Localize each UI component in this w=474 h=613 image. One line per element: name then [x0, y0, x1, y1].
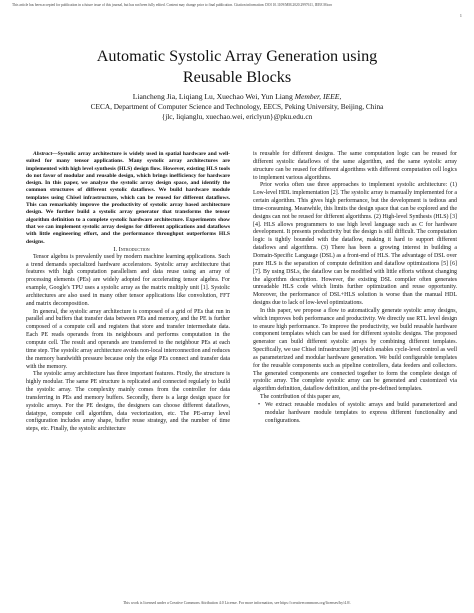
right-paragraph-2: Prior works often use three approaches to implement systolic architecture: (1) Low-level HDL implementation [2]. The systolic array is manually implemented for a certain algorithm. This gives high performance, but the development is tedious and time-consuming. Meanwhile, this limits the design space that can be explored and the designs can not be reused for different algorithms. (2) High-level Synthesis (HLS) [3] [4]. HLS allows programmers to use high level language such as C for hardware development. It presents productivity but the design is still difficult. The computation logic is tightly bounded with the dataflow, making it hard to support different dataflows and algorithms. (3) There has been a growing interest in building a Domain-Specific Language (DSL) as a front-end of HLS. The advantage of DSL over pure HLS is the separation of compute definition and dataflow optimizations [5] [6] [7]. By using DSLs, the dataflow can be modified with little efforts without changing the algorithm description. However, the existing DSL compiler often generates unreadable HLS code which limits further optimization and reuse opportunity. Moreover, the performance of DSL+HLS solution is worse than the manual HDL designs due to lack of low-level optimizations. — [253, 182, 457, 307]
author-names: Liancheng Jia, Liqiang Lu, Xuechao Wei, Yun Liang — [132, 92, 293, 101]
right-paragraph-1: is reusable for different designs. The same computation logic can be reused for different systolic dataflows of the same algorithm, and the same systolic array structure can be reused for different algorithms with different computation cell logics to implement various algorithms. — [253, 151, 457, 181]
title-line-2: Reusable Blocks — [182, 68, 292, 86]
intro-paragraph-2: In general, the systolic array architecture is composed of a grid of PEs that run in parallel and buffers that transfer data between PEs and memory, and the PE is further composed of a compute cell and registers that store and transfer intermediate data. Each PE reads operands from its neighbours and performs computation in the compute cell. The result and operands are transferred to the neighbour PEs at each time step. The systolic array architecture avoids non-local interconnection and reduces the memory bandwidth pressure because only the edge PEs connect and transfer data with the memory. — [26, 308, 230, 370]
contribution-item: • We extract reusable modules of systolic arrays and build parameterized and modular hardware module templates to express different functionality and configurations. — [265, 402, 457, 426]
affiliation: CECA, Department of Computer Science and Technology, EECS, Peking University, Beijing, China — [90, 101, 384, 111]
author-list — [20, 92, 454, 102]
left-column — [26, 151, 230, 434]
contribution-list — [253, 402, 457, 426]
abstract-label: Abstract — [33, 151, 53, 157]
intro-paragraph-3: The systolic array architecture has three important features. Firstly, the structure is highly modular. The same PE structure is replicated and connected regularly to build the systolic array. The complexity mainly comes from the controller for data transferring in PEs and memory buffers. Secondly, there is a large design space for systolic arrays. For the PE designs, the designers can choose different dataflows, datatype, compute cell algorithm, data vectorization, etc. The PE-array level configuration includes array shape, buffer reuse strategy, and the number of time steps, etc. Finally, the systolic architecture — [26, 371, 230, 433]
member-note: Member, IEEE, — [294, 92, 342, 101]
abstract — [26, 151, 230, 246]
page-number: 1 — [459, 13, 462, 18]
publication-banner: This article has been accepted for publication in a future issue of this journal, but has not been fully edited. Content may change prior to final publication. Citation information: DOI 10.1109/MM.2020.2997611, IEEE Micro — [12, 3, 333, 7]
author-emails: {jlc, liqianglu, xuechao.wei, ericlyun}@pku.edu.cn — [161, 111, 313, 121]
right-paragraph-4: The contribution of this paper are, — [260, 394, 341, 401]
right-column — [253, 151, 457, 426]
intro-paragraph-1: Tensor algebra is prevalently used by modern machine learning applications. Such a trend demands specialized hardware accelerators. Systolic array architecture that features with high computation parallelism and data reuse using an array of processing elements (PEs) are widely adopted for accelerating tensor algebra. For example, Google's TPU uses a systolic array as the matrix multiply unit [1]. Systolic architectures are also used in many other tensor applications like convolution, FFT and matrix decomposition. — [26, 253, 230, 307]
paper-title — [20, 46, 454, 88]
title-line-1: Automatic Systolic Array Generation using — [96, 47, 378, 65]
right-paragraph-3: In this paper, we propose a flow to automatically generate systolic array designs, which improves both performance and productivity. We directly use RTL level design to ensure high performance. To improve the productivity, we build reusable hardware component templates which can be used for different systolic designs. The proposed generator can build different systolic arrays by combining different templates. Specifically, we use Chisel infrastructure [8] which enables cycle-level control as well as parameterized and modular hardware generation. We build configurable templates for the reusable components such as pipeline controllers, data feeders and collectors. The generated components are connected together to form the complete design of systolic array. The complete systolic array can be generated and customized via algorithm definition, dataflow definition, and the pre-defined templates. — [253, 307, 457, 393]
license-footer: This work is licensed under a Creative Commons Attribution 4.0 License. For more information, see https://creativecommons.org/licenses/by/4.0/. — [122, 601, 352, 605]
abstract-text: —Systolic array architecture is widely used in spatial hardware and well-suited for many tensor applications. Many systolic array architectures are implemented with high level synthesis (HLS) design flow. However, existing HLS tools do not favor of modular and reusable design, which brings inefficiency for hardware design. In this paper, we analyze the systolic array design space, and identify the common structures of different systolic dataflows. We build hardware module templates using Chisel infrastructure, which can be reused for different dataflows. This can remarkably improve the productivity of systolic array based architecture design. We further build a systolic array generator that transforms the tensor algorithm definition to a complete systolic hardware architecture. Experiments show that we can implement systolic array designs for different applications and dataflows with little engineering effort, and the performance throughput outperforms HLS designs. — [26, 151, 230, 245]
section-heading-introduction: I. Introduction — [113, 245, 150, 253]
